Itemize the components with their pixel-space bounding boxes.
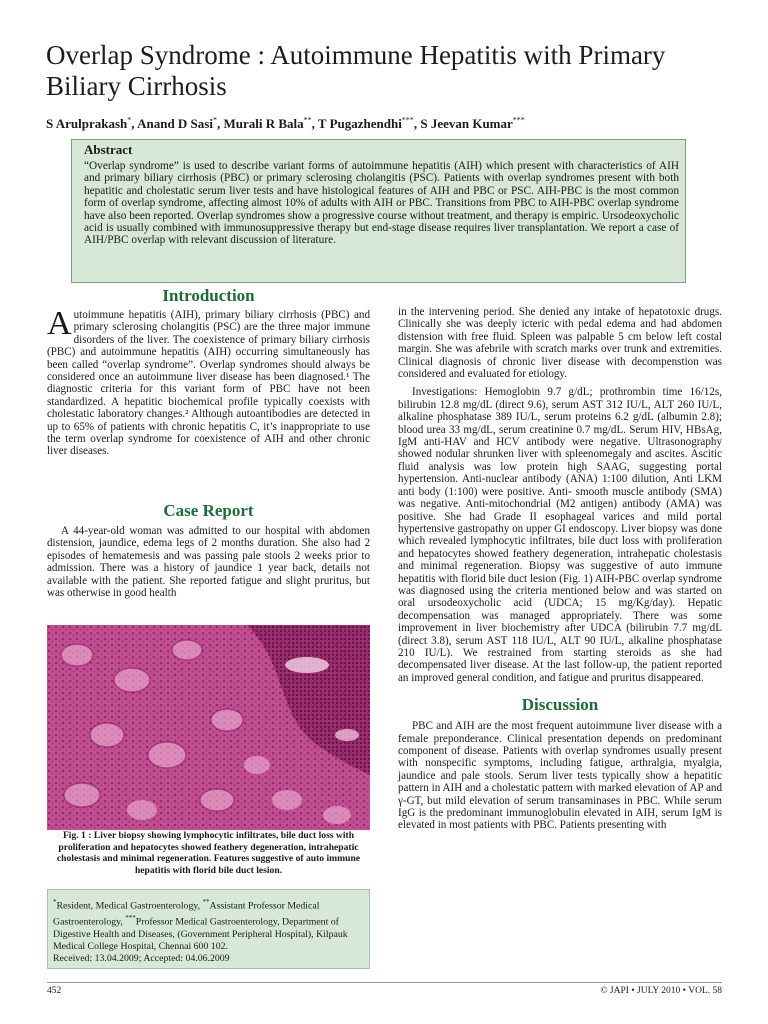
investigations-paragraph: Investigations: Hemoglobin 9.7 g/dL; prothrombin time 16/12s, bilirubin 12.8 mg/dL (direct 9.6), serum AST 312 IU/L, ALT 260 IU/L, alkaline phosphatase 389 IU/L, serum proteins 6.2 g/dL (albumin 2.8); blood urea 33 mg/dL, serum creatinine 0.7 mg/dL. Serum HIV, HBsAg, IgM anti-HAV and HCV antibody were negative. Ultrasonography showed nodular shrunken liver with spleenomegaly and ascites. Ascitic fluid analysis was low protein high SAAG, suggesting portal hypertension. Anti-nuclear antibody (ANA) 1:100 dilution, Anti LKM anti body (1:100) were positive. Anti- smooth muscle antibody (SMA) was negative. Anti-mitochondrial (M2 antigen) antibody (AMA) was positive. She had Grade II esophageal varices and mild portal hypertensive gastropathy on upper GI endoscopy. Liver biopsy was done which revealed lymphocytic infiltrates, bile duct loss with proliferation and hepatocytes showed feathery degeneration, intrahepatic cholestasis and minimal regeneration. Biopsy was suggestive of auto immune hepatitis with florid bile duct lesion (Fig. 1) AIH-PBC overlap syndrome was diagnosed using the criteria mentioned below and was started on oral ursodeoxycholic acid (UDCA; 15 mg/Kg/day). Hepatic decompensation was managed appropriately. There was some improvement in liver biochemistry after UDCA (bilirubin 7.7 mg/dL (direct 3.8), serum AST 118 IU/L, ALT 90 IU/L, alkaline phosphatase 210 IU/L). We restrained from starting steroids as she had decompensated liver disease. At the last follow-up, the patient reported an improved general condition, and fatigue and pruritus disappeared. xyxy=(398,386,722,684)
right-column xyxy=(398,306,722,832)
case-report-continued: in the intervening period. She denied any intake of hepatotoxic drugs. Clinically she was deeply icteric with pedal edema and had abdomen distension with free fluid. Spleen was palpable 5 cm below left costal margin. She was afebrile with scratch marks over trunk and extremities. Clinical diagnosis of chronic liver disease with decompenstion was considered and evaluated for etiology. xyxy=(398,306,722,381)
abstract-heading: Abstract xyxy=(84,142,133,157)
discussion-heading: Discussion xyxy=(521,695,599,715)
author-name: S Jeevan Kumar*** xyxy=(420,116,525,132)
abstract-text: “Overlap syndrome” is used to describe variant forms of autoimmune hepatitis (AIH) which present with characteristics of AIH and primary biliary cirrhosis (PBC) or primary sclerosing cholangitis (PSC). Patients with overlap syndromes present with both hepatitic and cholestatic serum liver tests and have histological features of AIH and PBC or PSC. AIH-PBC is the most common form of overlap syndrome, affecting almost 10% of adults with AIH or PBC. Transitions from PBC to AIH-PBC overlap syndrome have also been reported. Overlap syndromes show a progressive course without treatment, and therapy is empiric. Ursodeoxycholic acid is usually combined with immunosuppressive therapy but end-stage disease requires liver transplantation. We report a case of AIH/PBC overlap with relevant discussion of literature. xyxy=(84,160,679,247)
author-name: T Pugazhendhi***, xyxy=(317,116,421,132)
author-list xyxy=(46,116,746,132)
article-title: Overlap Syndrome : Autoimmune Hepatitis with Primary Biliary Cirrhosis xyxy=(46,40,666,101)
received-date: Received: 13.04.2009; Accepted: 04.06.2009 xyxy=(53,952,230,964)
author-name: S Arulprakash*, xyxy=(46,116,138,132)
case-report-heading: Case Report xyxy=(163,501,254,520)
introduction-heading: Introduction xyxy=(162,286,255,305)
discussion-paragraph: PBC and AIH are the most frequent autoimmune liver disease with a female preponderance. Clinical presentation depends on predominant component of disease. Patients with overlap syndromes usually present with nonspecific symptoms, including fatigue, arthralgia, myalgia, jaundice and pale stools. Serum liver tests typically show a hepatitic pattern in AIH and a cholestatic pattern with marked elevation of AP and γ-GT, but mild elevation of serum transaminases in PBC. While serum IgG is the predominant immunoglobulin elevated in AIH, serum IgM is elevated in most patients with PBC. Patients presenting with xyxy=(398,720,722,832)
journal-reference: © JAPI • JULY 2010 • VOL. 58 xyxy=(600,986,722,996)
author-name: Anand D Sasi*, xyxy=(137,116,224,132)
abstract-box xyxy=(71,139,686,283)
introduction-section xyxy=(47,286,370,458)
affiliation-text: *Resident, Medical Gastroenterology, **Assistant Professor Medical Gastroenterology, ***Professor Medical Gastroenterology, Department of Digestive Health and Diseases, (Government Peripheral Hospital), Kilpauk Medical College Hospital, Chennai 600 102. xyxy=(53,898,348,952)
affiliation-footnote xyxy=(47,889,370,969)
author-name: Murali R Bala**, xyxy=(223,116,318,132)
footer-divider xyxy=(47,982,722,983)
case-report-paragraph: A 44-year-old woman was admitted to our hospital with abdomen distension, jaundice, edema legs of 2 months duration. She also had 2 episodes of hematemesis and was passing pale stools 2 weeks prior to admission. There was a history of jaundice 1 year back, details not available with the patient. She reported fatigue and slight pruritus, but was otherwise in good health xyxy=(47,525,370,600)
introduction-paragraph: Autoimmune hepatitis (AIH), primary biliary cirrhosis (PBC) and primary sclerosing cholangitis (PSC) are the three major immune disorders of the liver. The coexistence of primary biliary cirrhosis (PBC) and autoimmune hepatitis (AIH) occurring simultaneously has been called “overlap syndrome”. Overlap syndromes should always be considered once an autoimmune liver disease has been diagnosed.¹ The diagnostic criteria for this variant form of PBC have not been standardized. A hepatitic biochemical profile typically coexists with cholestatic laboratory changes.² Although autoantibodies are detected in up to 65% of patients with chronic hepatitis C, it’s inappropriate to use the term overlap syndrome for coexistence of AIH and other chronic liver diseases. xyxy=(47,305,370,458)
page-number: 452 xyxy=(47,986,62,996)
figure-caption: Fig. 1 : Liver biopsy showing lymphocytic infiltrates, bile duct loss with proliferation and hepatocytes showed feathery degeneration, intrahepatic cholestasis and minimal regeneration. Features suggestive of auto immune hepatitis with florid bile duct lesion. xyxy=(56,830,361,876)
case-report-section xyxy=(47,501,370,599)
liver-biopsy-micrograph xyxy=(47,625,370,830)
drop-cap: A xyxy=(47,305,72,342)
